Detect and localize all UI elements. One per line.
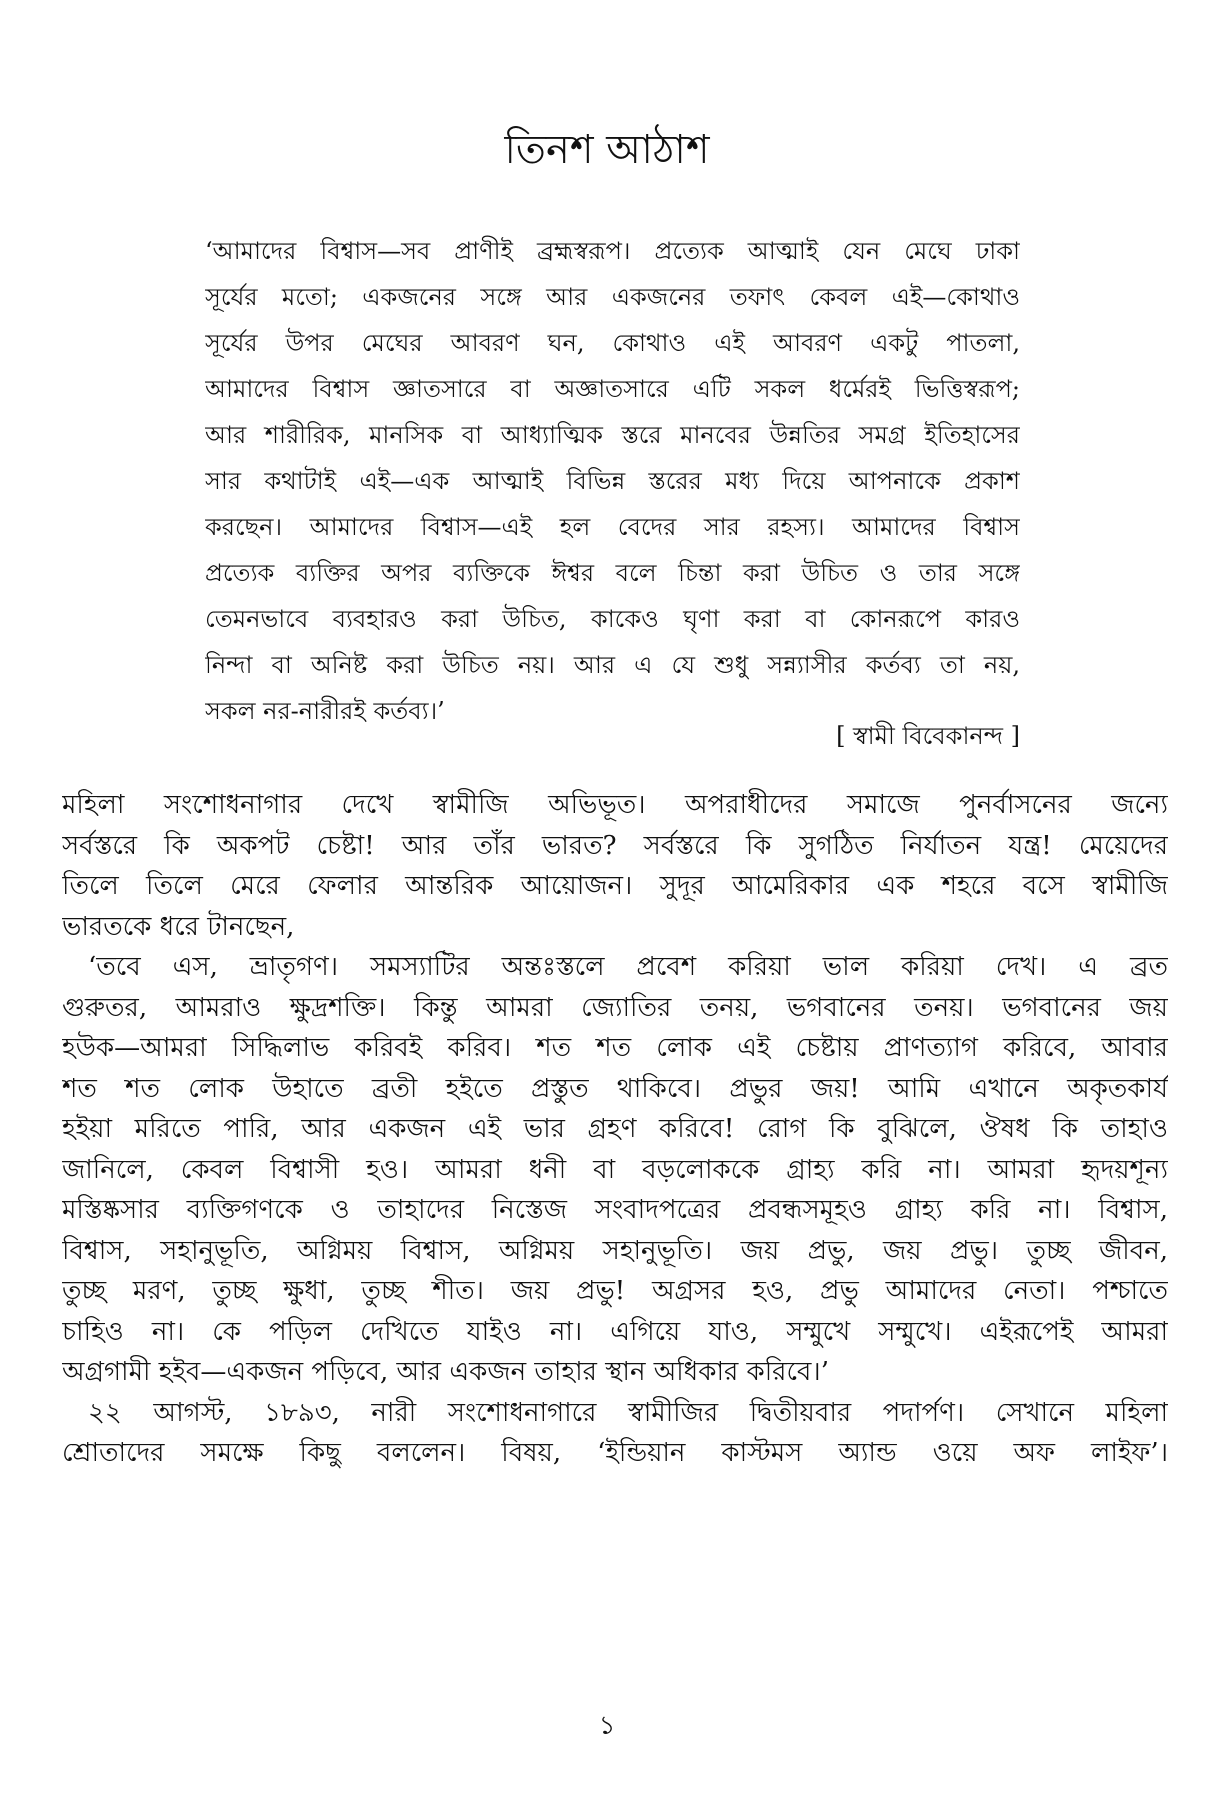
body-line: জানিলে, কেবল বিশ্বাসী হও। আমরা ধনী বা বড়লোককে গ্রাহ্য করি না। আমরা হৃদয়শূন্য xyxy=(62,1154,1168,1185)
body-line: তুচ্ছ মরণ, তুচ্ছ ক্ষুধা, তুচ্ছ শীত। জয় প্রভু! অগ্রসর হও, প্রভু আমাদের নেতা। পশ্চাতে xyxy=(62,1276,1168,1306)
quote-line: তেমনভাবে ব্যবহারও করা উচিত, কাকেও ঘৃণা করা বা কোনরূপে কারও xyxy=(205,605,1020,633)
quote-line: সূর্যের উপর মেঘের আবরণ ঘন, কোথাও এই আবরণ একটু পাতলা, xyxy=(205,329,1020,357)
quote-line: প্রত্যেক ব্যক্তির অপর ব্যক্তিকে ঈশ্বর বলে চিন্তা করা উচিত ও তার সঙ্গে xyxy=(205,559,1020,587)
body-line: শ্রোতাদের সমক্ষে কিছু বললেন। বিষয়, ‘ইন্ডিয়ান কাস্টমস অ্যান্ড ওয়ে অফ লাইফ’। xyxy=(62,1438,1168,1468)
body-line: হইয়া মরিতে পারি, আর একজন এই ভার গ্রহণ করিবে! রোগ কি বুঝিলে, ঔষধ কি তাহাও xyxy=(62,1114,1168,1144)
quote-line: আর শারীরিক, মানসিক বা আধ্যাত্মিক স্তরে মানবের উন্নতির সমগ্র ইতিহাসের xyxy=(205,421,1020,449)
body-text xyxy=(62,785,1168,1474)
body-line: হউক—আমরা সিদ্ধিলাভ করিবই করিব। শত শত লোক এই চেষ্টায় প্রাণত্যাগ করিবে, আবার xyxy=(62,1033,1168,1063)
quote-line: সূর্যের মতো; একজনের সঙ্গে আর একজনের তফাৎ কেবল এই—কোথাও xyxy=(205,283,1020,311)
quote-line: করছেন। আমাদের বিশ্বাস—এই হল বেদের সার রহস্য। আমাদের বিশ্বাস xyxy=(205,513,1020,541)
body-line: মহিলা সংশোধনাগার দেখে স্বামীজি অভিভূত। অপরাধীদের সমাজে পুনর্বাসনের জন্যে xyxy=(62,790,1168,820)
body-line: ভারতকে ধরে টানছেন, xyxy=(62,911,295,942)
body-line: শত শত লোক উহাতে ব্রতী হইতে প্রস্তুত থাকিবে। প্রভুর জয়! আমি এখানে অকৃতকার্য xyxy=(62,1073,1168,1104)
body-line: অগ্রগামী হইব—একজন পড়িবে, আর একজন তাহার স্থান অধিকার করিবে।’ xyxy=(62,1357,829,1387)
page-number: ১ xyxy=(598,1711,616,1741)
quote-line: সকল নর-নারীরই কর্তব্য।’ xyxy=(205,697,445,725)
body-line: বিশ্বাস, সহানুভূতি, অগ্নিময় বিশ্বাস, অগ্নিময় সহানুভূতি। জয় প্রভু, জয় প্রভু। তুচ্ছ জীবন, xyxy=(62,1235,1168,1266)
body-line: চাহিও না। কে পড়িল দেখিতে যাইও না। এগিয়ে যাও, সম্মুখে সম্মুখে। এইরূপেই আমরা xyxy=(62,1316,1168,1347)
body-line: ২২ আগস্ট, ১৮৯৩, নারী সংশোধনাগারে স্বামীজির দ্বিতীয়বার পদার্পণ। সেখানে মহিলা xyxy=(88,1397,1168,1428)
epigraph-quote xyxy=(205,228,1020,734)
quote-line: ‘আমাদের বিশ্বাস—সব প্রাণীই ব্রহ্মস্বরূপ। প্রত্যেক আত্মাই যেন মেঘে ঢাকা xyxy=(205,237,1020,265)
quote-line: সার কথাটাই এই—এক আত্মাই বিভিন্ন স্তরের মধ্য দিয়ে আপনাকে প্রকাশ xyxy=(205,467,1020,495)
body-line: ‘তবে এস, ভ্রাতৃগণ। সমস্যাটির অন্তঃস্তলে প্রবেশ করিয়া ভাল করিয়া দেখ। এ ব্রত xyxy=(88,952,1168,982)
body-line: গুরুতর, আমরাও ক্ষুদ্রশক্তি। কিন্তু আমরা জ্যোতির তনয়, ভগবানের তনয়। ভগবানের জয় xyxy=(62,992,1168,1023)
body-line: মস্তিষ্কসার ব্যক্তিগণকে ও তাহাদের নিস্তেজ সংবাদপত্রের প্রবন্ধসমূহও গ্রাহ্য করি না। বিশ্বাস, xyxy=(62,1195,1168,1225)
body-line: সর্বস্তরে কি অকপট চেষ্টা! আর তাঁর ভারত? সর্বস্তরে কি সুগঠিত নির্যাতন যন্ত্র! মেয়েদের xyxy=(62,830,1168,861)
quote-line: নিন্দা বা অনিষ্ট করা উচিত নয়। আর এ যে শুধু সন্ন্যাসীর কর্তব্য তা নয়, xyxy=(205,651,1020,679)
body-line: তিলে তিলে মেরে ফেলার আন্তরিক আয়োজন। সুদূর আমেরিকার এক শহরে বসে স্বামীজি xyxy=(62,871,1168,901)
chapter-title: তিনশ আঠাশ xyxy=(504,127,710,173)
quote-line: আমাদের বিশ্বাস জ্ঞাতসারে বা অজ্ঞাতসারে এটি সকল ধর্মেরই ভিত্তিস্বরূপ; xyxy=(205,375,1020,403)
quote-attribution: [ স্বামী বিবেকানন্দ ] xyxy=(836,722,1020,750)
